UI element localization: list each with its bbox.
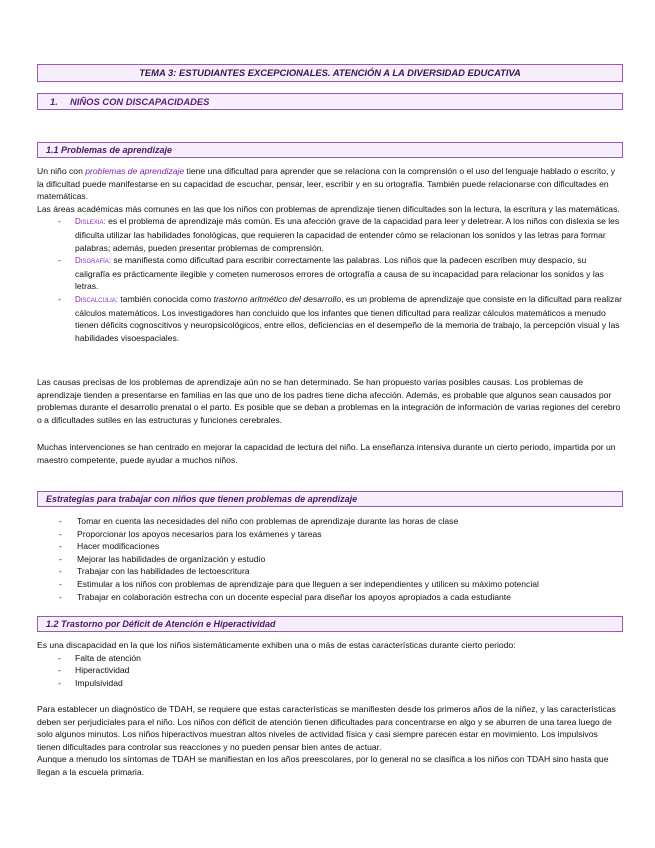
list-item: - Impulsividad — [37, 677, 623, 690]
disorder-text: , es un problema de aprendizaje que consiste en la dificultad para realizar cálculos matemáticos. Los investigadores han concluido que los infantes que tienen dificultad para realizar cálculos matemáticos a menudo tienen déficits cognoscitivos y neuropsicológicos, entre ellos, deficiencias en el desempeño de la memoria de trabajo, la percepción visual y las habilidades visoespaciales. — [75, 293, 622, 343]
list-item: - Falta de atención — [37, 652, 623, 665]
list-item: - Trabajar con las habilidades de lectoescritura — [37, 565, 623, 578]
list-item: - Estimular a los niños con problemas de aprendizaje para que lleguen a ser independientes y utilicen su máximo potencial — [37, 578, 623, 591]
section-1-1-body — [37, 165, 623, 344]
disorder-text: es el problema de aprendizaje más común. Es una afección grave de la capacidad para leer y deletrear. A los niños con dislexia se les dificulta utilizar las habilidades fonológicas, que requieren la capacidad de entender cómo se relacionan los sonidos y las letras para formar palabras; además, pueden presentar problemas de comprensión. — [75, 216, 620, 253]
age-paragraph: Aunque a menudo los síntomas de TDAH se manifiestan en los años preescolares, por lo general no se clasifica a los niños con TDAH sino hasta que llegan a la escuela primaria. — [37, 754, 609, 777]
causes-paragraph — [37, 376, 623, 426]
section-1-1-heading: 1.1 Problemas de aprendizaje — [37, 142, 623, 158]
intro-text-a: Un niño con — [37, 166, 86, 176]
intro-paragraph — [37, 165, 623, 203]
adhd-intro: Es una discapacidad en la que los niños sistemáticamente exhiben una o más de estas características durante cierto periodo: — [37, 640, 516, 650]
strategies-heading: Estrategias para trabajar con niños que tienen problemas de aprendizaje — [37, 491, 623, 507]
strategies-body — [37, 515, 623, 603]
symptom-list — [37, 652, 623, 690]
intro-text-b: tiene una dificultad para aprender que se relaciona con la comprensión o el uso del lenguaje hablado o escrito, y la dificultad puede manifestarse en su capacidad de escuchar, pensar, leer, escribir y en su ortografía. También puede relacionarse con dificultades en matemáticas. — [37, 166, 616, 202]
list-item: - Mejorar las habilidades de organización y estudio — [37, 553, 623, 566]
list-item: - Tomar en cuenta las necesidades del niño con problemas de aprendizaje durante las horas de clase — [37, 515, 623, 528]
list-item: - Proporcionar los apoyos necesarios para los exámenes y tareas — [37, 528, 623, 541]
interventions-paragraph — [37, 441, 623, 466]
disorder-text: también conocida como — [118, 293, 214, 304]
list-item: - Hiperactividad — [37, 664, 623, 677]
list-item — [37, 293, 623, 344]
section-1-number: 1. — [50, 96, 58, 107]
interventions-text: Muchas intervenciones se han centrado en mejorar la capacidad de lectura del niño. La enseñanza intensiva durante un cierto periodo, impartida por un maestro competente, puede ayudar a muchos niños. — [37, 442, 616, 465]
strategies-list — [37, 515, 623, 603]
diagnosis-paragraph: Para establecer un diagnóstico de TDAH, se requiere que estas características se manifiesten desde los primeros años de la niñez, y las características deben ser perjudiciales para el niño. Los niños con déficit de atención tienen dificultades para concentrarse en algo y se aburren de una tarea luego de solo algunos minutos. Los niños hiperactivos muestran altos niveles de actividad física y casi siempre parecen estar en movimiento. Los impulsivos tienen dificultades para controlar sus reacciones y no pueden pensar bien antes de actuar. — [37, 704, 616, 752]
document-title: TEMA 3: ESTUDIANTES EXCEPCIONALES. ATENCIÓN A LA DIVERSIDAD EDUCATIVA — [37, 64, 623, 82]
list-item: - Trabajar en colaboración estrecha con un docente especial para diseñar los apoyos apropiados a cada estudiante — [37, 591, 623, 604]
intro-term: problemas de aprendizaje — [85, 166, 185, 176]
section-1-heading — [37, 93, 623, 110]
list-item — [37, 254, 623, 293]
section-1-2-heading: 1.2 Trastorno por Déficit de Atención e Hiperactividad — [37, 616, 623, 632]
section-1-title: NIÑOS CON DISCAPACIDADES — [70, 96, 210, 107]
disorder-name: Disgrafía: — [75, 256, 112, 266]
list-item — [37, 215, 623, 254]
disorder-name: Dislexia: — [75, 217, 106, 227]
section-1-2-diagnosis — [37, 703, 623, 779]
list-item: - Hacer modificaciones — [37, 540, 623, 553]
causes-text: Las causas precisas de los problemas de aprendizaje aún no se han determinado. Se han propuesto varias posibles causas. Los problemas de aprendizaje tienden a presentarse en familias en las que uno de los padres tiene dicha afección. Además, es probable que algunos sean causados por problemas durante el desarrollo prenatal o el parto. Es posible que se deban a problemas en la integración de información de varias regiones del cerebro o a dificultades sutiles en las estructuras y funciones cerebrales. — [37, 377, 621, 425]
disorder-text: se manifiesta como dificultad para escribir correctamente las palabras. Los niños que la padecen escriben muy despacio, su caligrafía es prácticamente ilegible y cometen numerosos errores de ortografía a causa de su incapacidad para relacionar los sonidos y las letras. — [75, 255, 604, 292]
disorder-name: Discalculia: — [75, 294, 119, 304]
section-1-2-body — [37, 639, 623, 689]
disorder-term: trastorno aritmético del desarrollo — [213, 293, 342, 304]
disorder-list — [37, 215, 623, 344]
areas-paragraph: Las áreas académicas más comunes en las que los niños con problemas de aprendizaje tienen dificultades son la lectura, la escritura y las matemáticas. — [37, 203, 620, 214]
